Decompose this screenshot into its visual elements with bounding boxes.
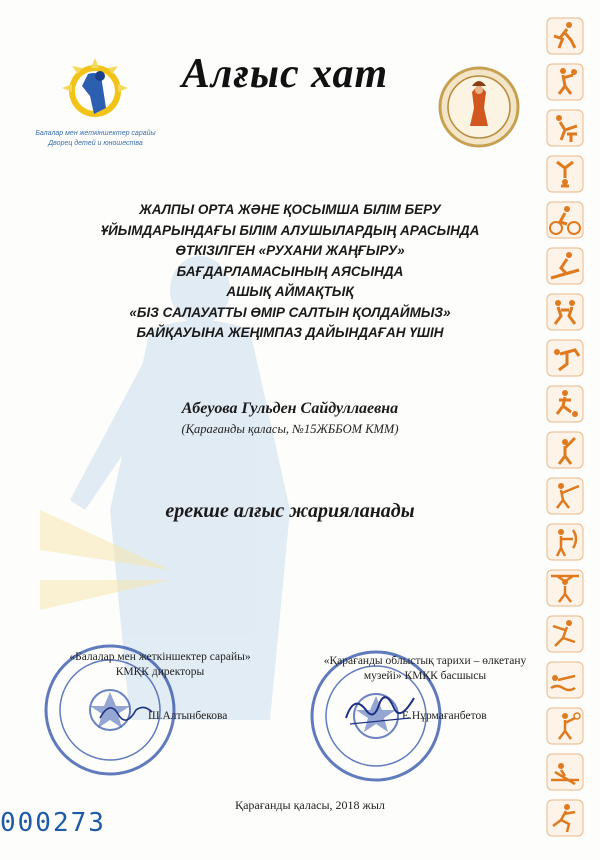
fencing-icon	[545, 476, 585, 516]
hurdles-icon	[545, 108, 585, 148]
logo-caption-kz: Балалар мен жеткіншектер сарайы	[35, 130, 156, 137]
left-signatory-org: «Балалар мен жеткіншектер сарайы»	[69, 651, 251, 663]
tennis-icon	[545, 706, 585, 746]
body-line: БАЙҚАУЫНА ЖЕҢІМПАЗ ДАЙЫНДАҒАН ҮШІН	[136, 325, 444, 340]
football-icon	[545, 384, 585, 424]
recipient-name: Абеуова Гульден Сайдуллаевна	[181, 400, 399, 417]
body-line: ӨТКІЗІЛГЕН «РУХАНИ ЖАҢҒЫРУ»	[175, 243, 405, 258]
swimming-icon	[545, 660, 585, 700]
left-signatory-name: Ш.Алтынбекова	[148, 710, 228, 722]
declaration-text: ерекше алғыс жарияланады	[165, 500, 415, 522]
certificate-title: Алғыс хат	[181, 51, 389, 97]
shot-put-icon	[545, 62, 585, 102]
issue-place-year: Қарағанды қаласы, 2018 жыл	[235, 798, 385, 812]
left-handwritten-signature	[96, 696, 156, 726]
high-jump-icon	[545, 338, 585, 378]
body-line: БАҒДАРЛАМАСЫНЫҢ АЯСЫНДА	[176, 263, 404, 279]
right-signatory-block	[300, 654, 550, 722]
body-line: ЖАЛПЫ ОРТА ЖӘНЕ ҚОСЫМША БІЛІМ БЕРУ	[139, 202, 441, 217]
wrestling-icon	[545, 292, 585, 332]
skiing-icon	[545, 246, 585, 286]
body-line: «БІЗ САЛАУАТТЫ ӨМІР САЛТЫН ҚОЛДАЙМЫЗ»	[129, 304, 451, 320]
award-reason	[50, 200, 530, 344]
sun-child-logo-icon	[60, 56, 130, 126]
cycling-icon	[545, 200, 585, 240]
left-signatory-title: КМҚК директоры	[115, 666, 205, 678]
running-icon	[545, 16, 585, 56]
museum-emblem-icon	[438, 66, 520, 148]
body-line: АШЫҚ АЙМАҚТЫҚ	[226, 284, 354, 299]
long-jump-icon	[545, 798, 585, 838]
sports-border	[545, 10, 587, 850]
recipient-organization: (Қарағанды қаласы, №15ЖББОМ КММ)	[181, 422, 399, 436]
body-line: ҰЙЫМДАРЫНДАҒЫ БІЛІМ АЛУШЫЛАРДЫҢ АРАСЫНДА	[100, 222, 480, 238]
weightlifting-icon	[545, 568, 585, 608]
palace-logo	[28, 56, 158, 156]
left-signatory-block	[40, 650, 280, 722]
right-signatory-org: «Қарағанды облыстық тарихи – өлкетану	[323, 655, 527, 667]
serial-number: 000273	[0, 808, 106, 838]
right-signatory-title: музейі» КМҚК басшысы	[363, 670, 487, 682]
volleyball-icon	[545, 430, 585, 470]
rhythmic-gymnastics-icon	[545, 614, 585, 654]
rowing-icon	[545, 752, 585, 792]
right-signatory-name: Е.Нұрмағанбетов	[402, 710, 487, 722]
right-handwritten-signature	[340, 688, 420, 730]
gymnastics-icon	[545, 154, 585, 194]
logo-caption-ru: Дворец детей и юношества	[48, 140, 143, 147]
archery-icon	[545, 522, 585, 562]
